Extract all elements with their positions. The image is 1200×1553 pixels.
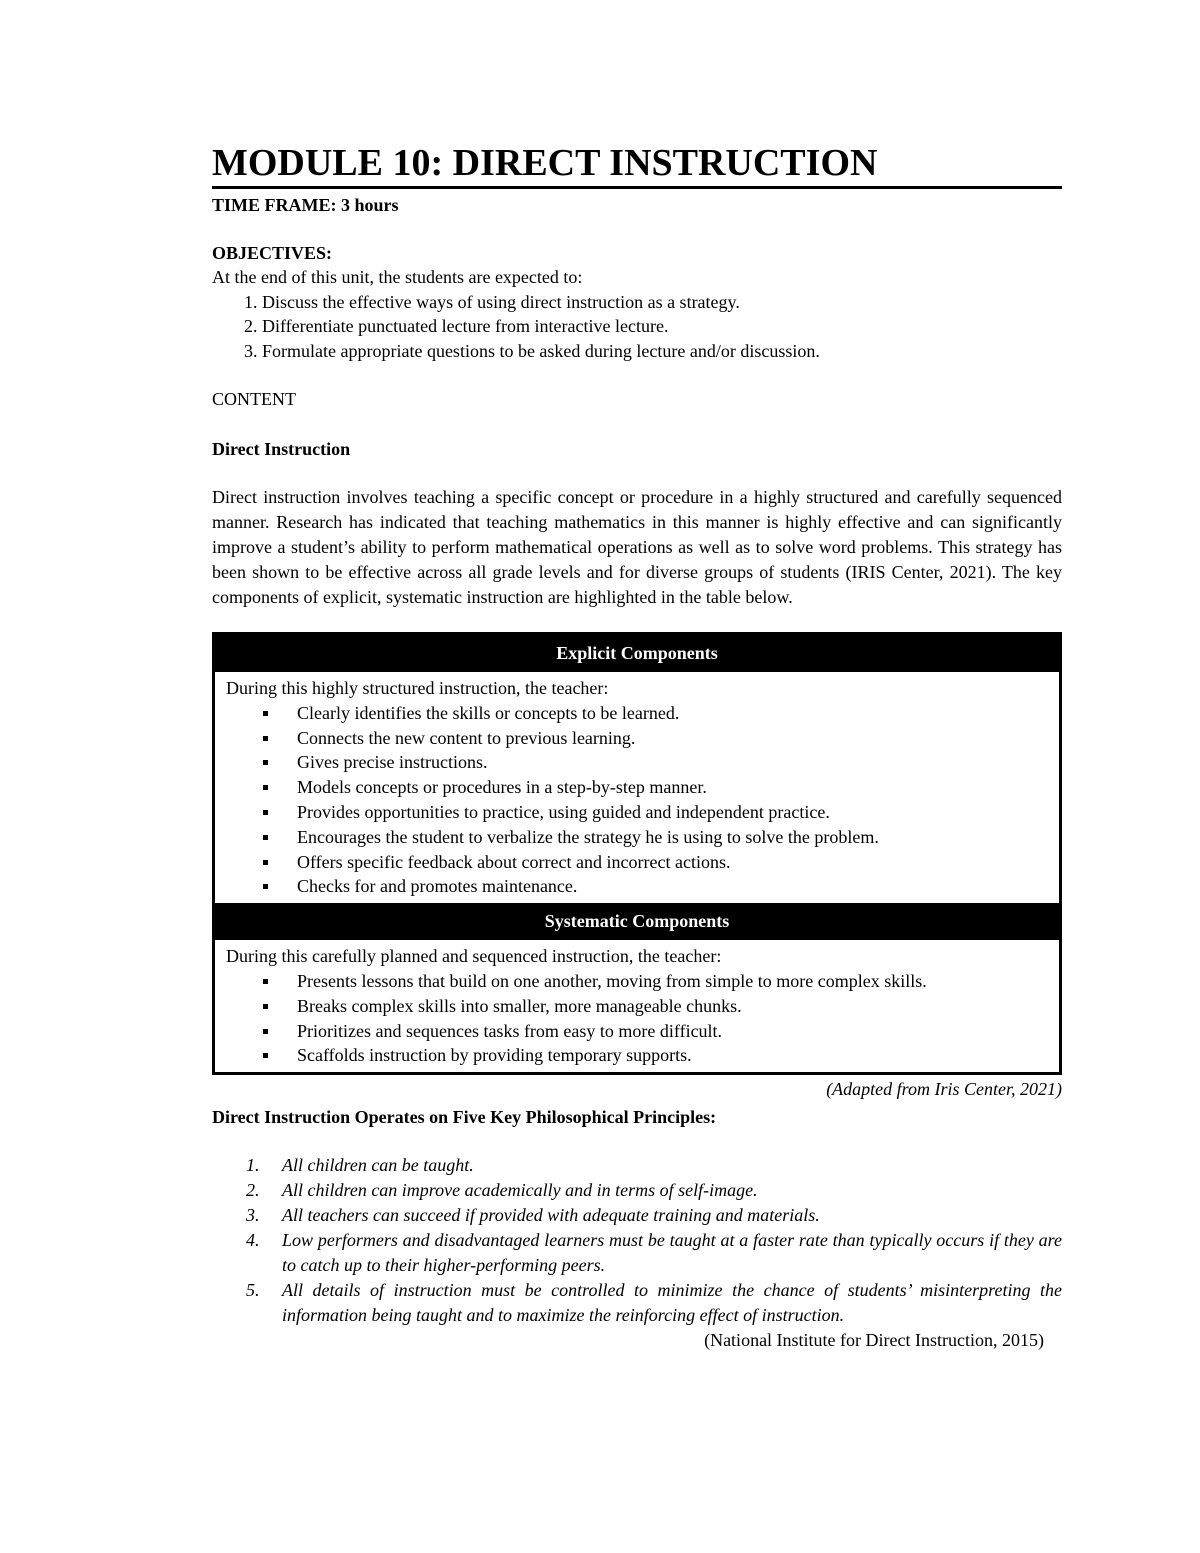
bullet-icon (263, 711, 268, 716)
list-item: Clearly identifies the skills or concepts to be learned. (226, 701, 1049, 726)
objectives-list (212, 290, 1062, 364)
objectives-heading: OBJECTIVES: (212, 243, 333, 263)
list-item: Presents lessons that build on one another, moving from simple to more complex skills. (226, 969, 1049, 994)
explicit-components-header: Explicit Components (215, 635, 1059, 672)
principles-source: (National Institute for Direct Instruction, 2015) (704, 1330, 1044, 1351)
document-page (212, 140, 1062, 1352)
list-item: Prioritizes and sequences tasks from easy to more difficult. (226, 1019, 1049, 1044)
list-item: Checks for and promotes maintenance. (226, 874, 1049, 899)
bullet-icon (263, 835, 268, 840)
list-item: Models concepts or procedures in a step-by-step manner. (226, 775, 1049, 800)
bullet-icon (263, 785, 268, 790)
systematic-components-header: Systematic Components (215, 903, 1059, 940)
bullet-icon (263, 736, 268, 741)
list-item: 5. All details of instruction must be controlled to minimize the chance of students’ misinterpreting the information being taught and to maximize the reinforcing effect of instruction. (246, 1280, 1062, 1326)
systematic-list (226, 969, 1049, 1068)
list-item: Gives precise instructions. (226, 750, 1049, 775)
list-item: 1. All children can be taught. (246, 1155, 474, 1176)
principles-heading: Direct Instruction Operates on Five Key Philosophical Principles: (212, 1107, 717, 1128)
bullet-icon (263, 860, 268, 865)
list-item: Scaffolds instruction by providing temporary supports. (226, 1043, 1049, 1068)
content-heading: CONTENT (212, 389, 296, 409)
systematic-intro: During this carefully planned and sequenced instruction, the teacher: (226, 946, 722, 967)
time-frame: TIME FRAME: 3 hours (212, 195, 399, 215)
bullet-icon (263, 884, 268, 889)
list-item: Connects the new content to previous learning. (226, 726, 1049, 751)
objective-item: 1. Discuss the effective ways of using direct instruction as a strategy. (244, 291, 740, 312)
explicit-list (226, 701, 1049, 899)
principles-list (212, 1153, 1062, 1328)
explicit-components-body (215, 672, 1059, 903)
components-table (212, 632, 1062, 1075)
table-source: (Adapted from Iris Center, 2021) (826, 1079, 1062, 1100)
list-item: Breaks complex skills into smaller, more manageable chunks. (226, 994, 1049, 1019)
bullet-icon (263, 760, 268, 765)
explicit-intro: During this highly structured instruction, the teacher: (226, 678, 609, 698)
systematic-components-body (215, 940, 1059, 1072)
objective-item: 3. Formulate appropriate questions to be asked during lecture and/or discussion. (244, 340, 820, 361)
bullet-icon (263, 810, 268, 815)
list-item: Provides opportunities to practice, using guided and independent practice. (226, 800, 1049, 825)
objective-item: 2. Differentiate punctuated lecture from interactive lecture. (244, 316, 669, 336)
list-item: Encourages the student to verbalize the strategy he is using to solve the problem. (226, 825, 1049, 850)
bullet-icon (263, 1004, 268, 1009)
list-item: Offers specific feedback about correct and incorrect actions. (226, 850, 1049, 875)
direct-instruction-paragraph: Direct instruction involves teaching a specific concept or procedure in a highly structured and carefully sequenced manner. Research has indicated that teaching mathematics in this manner is highly effective and can significantly improve a student’s ability to perform mathematical operations as well as to solve word problems. This strategy has been shown to be effective across all grade levels and for diverse groups of students (IRIS Center, 2021). The key components of explicit, systematic instruction are highlighted in the table below. (212, 487, 1062, 607)
list-item: 4. Low performers and disadvantaged learners must be taught at a faster rate than typically occurs if they are to catch up to their higher-performing peers. (246, 1230, 1062, 1276)
page-title: MODULE 10: DIRECT INSTRUCTION (212, 140, 1062, 189)
objectives-intro: At the end of this unit, the students are expected to: (212, 267, 583, 287)
bullet-icon (263, 1053, 268, 1058)
list-item: 3. All teachers can succeed if provided with adequate training and materials. (246, 1205, 820, 1226)
list-item: 2. All children can improve academically and in terms of self-image. (246, 1180, 758, 1201)
direct-instruction-heading: Direct Instruction (212, 439, 351, 459)
bullet-icon (263, 1029, 268, 1034)
bullet-icon (263, 979, 268, 984)
